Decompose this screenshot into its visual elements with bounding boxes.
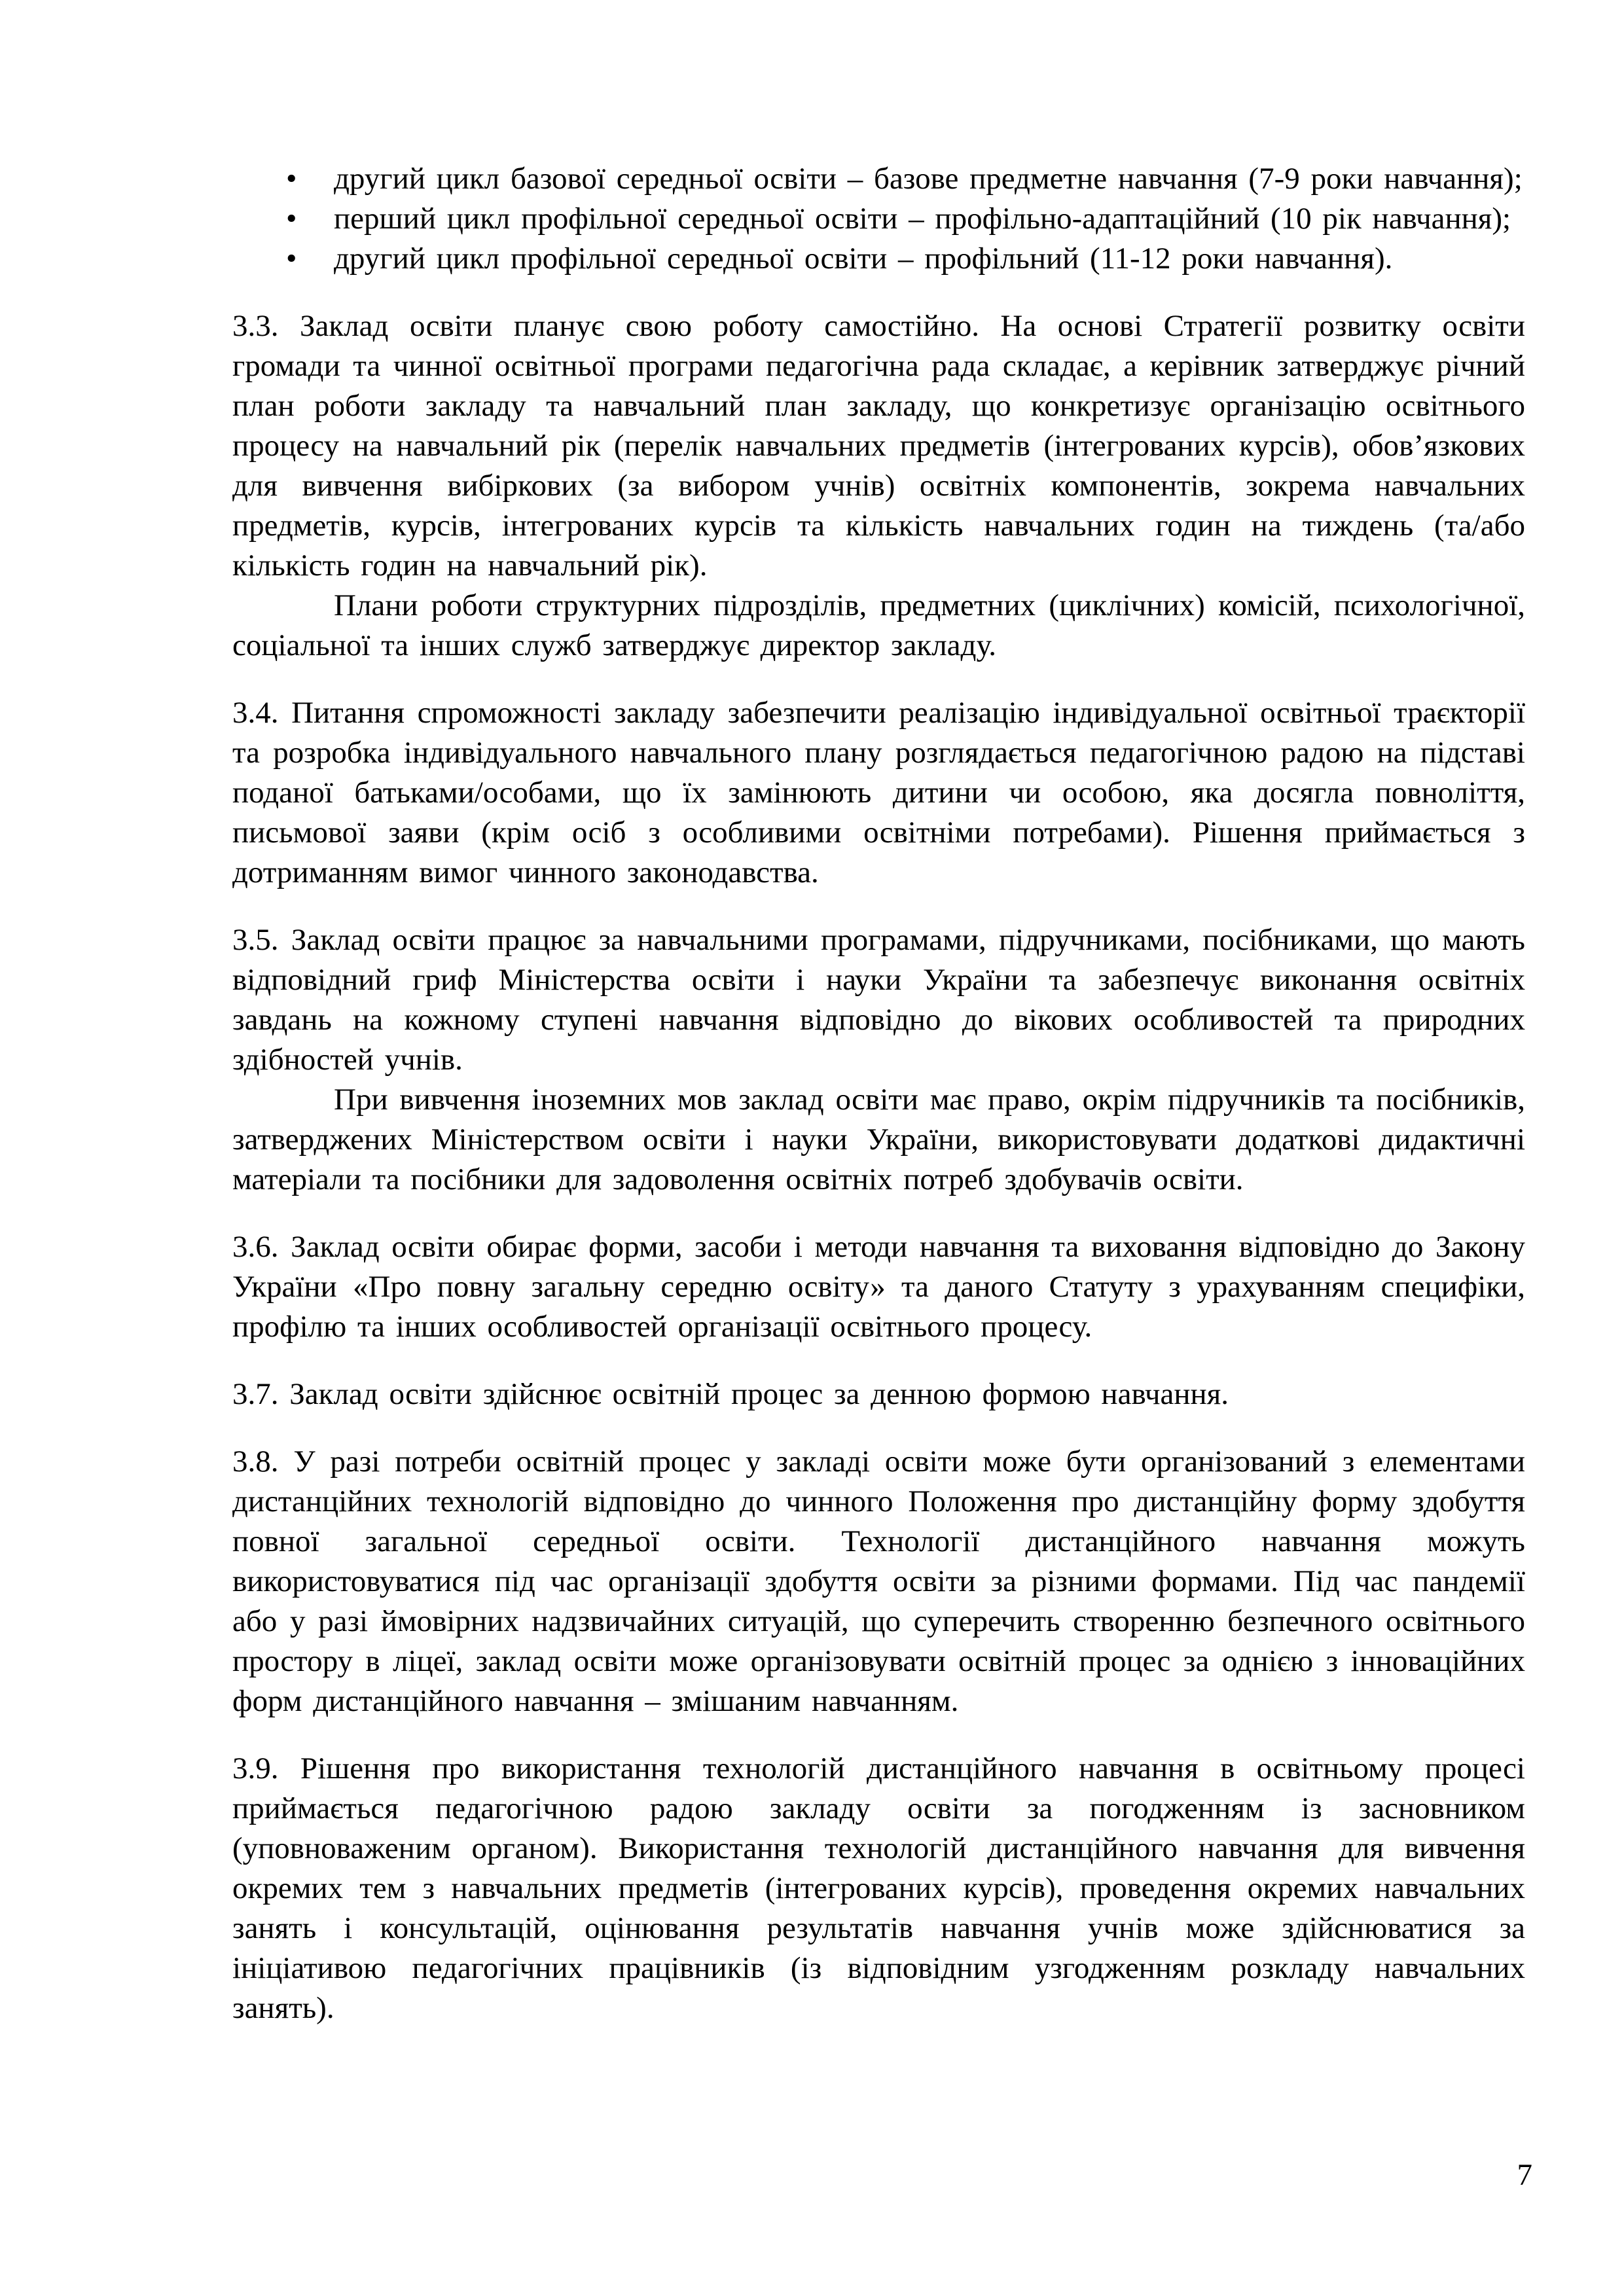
paragraph-3-9: 3.9. Рішення про використання технологій дистанційного навчання в освітньому процесі приймається педагогічною радою закладу освіти за погодженням із засновником (уповноваженим органом). Використання технологій дистанційного навчання для вивчення окремих тем з навчальних предметів (інтегрованих курсів), проведення окремих навчальних занять і консультацій, оцінювання результатів навчання учнів може здійснюватися за ініціативою педагогічних працівників (із відповідним узгодженням розкладу навчальних занять). [232,1751,1525,2025]
bullet-icon: • [286,202,297,236]
bullet-text-profile-second-cycle: другий цикл профільної середньої освіти – профільний (11-12 роки навчання). [334,242,1393,276]
paragraph-3-3-continuation: Плани роботи структурних підрозділів, предметних (циклічних) комісій, психологічної, соціальної та інших служб затверджує директор закладу. [232,588,1525,662]
bullet-text-basic-second-cycle: другий цикл базової середньої освіти – базове предметне навчання (7-9 роки навчання); [334,162,1523,196]
paragraph-3-4: 3.4. Питання спроможності закладу забезпечити реалізацію індивідуальної освітньої траєкторії та розробка індивідуального навчального плану розглядається педагогічною радою на підставі поданої батьками/особами, що їх замінюють дитини чи особою, яка досягла повноліття, письмової заяви (крім осіб з особливими освітніми потребами). Рішення приймається з дотриманням вимог чинного законодавства. [232,696,1525,889]
list-item [232,199,1525,239]
bullet-icon: • [286,242,297,276]
bullet-icon: • [286,162,297,196]
paragraph-3-8: 3.8. У разі потреби освітній процес у закладі освіти може бути організований з елементами дистанційних технологій відповідно до чинного Положення про дистанційну форму здобуття повної загальної середньої освіти. Технології дистанційного навчання можуть використовуватися під час організації здобуття освіти за різними формами. Під час пандемії або у разі ймовірних надзвичайних ситуацій, що суперечить створенню безпечного освітнього простору в ліцеї, заклад освіти може організовувати освітній процес за однією з інноваційних форм дистанційного навчання – змішаним навчанням. [232,1444,1525,1718]
bullet-text-profile-first-cycle: перший цикл профільної середньої освіти – профільно-адаптаційний (10 рік навчання); [334,202,1511,236]
paragraph-3-6: 3.6. Заклад освіти обирає форми, засоби і методи навчання та виховання відповідно до Закону України «Про повну загальну середню освіту» та даного Статуту з урахуванням специфіки, профілю та інших особливостей організації освітнього процесу. [232,1230,1525,1344]
paragraph-3-3: 3.3. Заклад освіти планує свою роботу самостійно. На основі Стратегії розвитку освіти громади та чинної освітньої програми педагогічна рада складає, а керівник затверджує річний план роботи закладу та навчальний план закладу, що конкретизує організацію освітнього процесу на навчальний рік (перелік навчальних предметів (інтегрованих курсів), обов’язкових для вивчення вибіркових (за вибором учнів) освітніх компонентів, зокрема навчальних предметів, курсів, інтегрованих курсів та кількість навчальних годин на тиждень (та/або кількість годин на навчальний рік). [232,309,1525,583]
list-item [232,159,1525,199]
paragraph-3-7: 3.7. Заклад освіти здійснює освітній процес за денною формою навчання. [232,1377,1229,1411]
paragraph-3-5: 3.5. Заклад освіти працює за навчальними програмами, підручниками, посібниками, що мають відповідний гриф Міністерства освіти і науки України та забезпечує виконання освітніх завдань на кожному ступені навчання відповідно до вікових особливостей та природних здібностей учнів. [232,923,1525,1077]
page-number: 7 [1517,2158,1532,2192]
education-cycles-bullet-list [232,159,1525,279]
paragraph-3-5-continuation: При вивчення іноземних мов заклад освіти має право, окрім підручників та посібників, затверджених Міністерством освіти і науки України, використовувати додаткові дидактичні матеріали та посібники для задоволення освітніх потреб здобувачів освіти. [232,1083,1525,1196]
list-item [232,239,1525,279]
